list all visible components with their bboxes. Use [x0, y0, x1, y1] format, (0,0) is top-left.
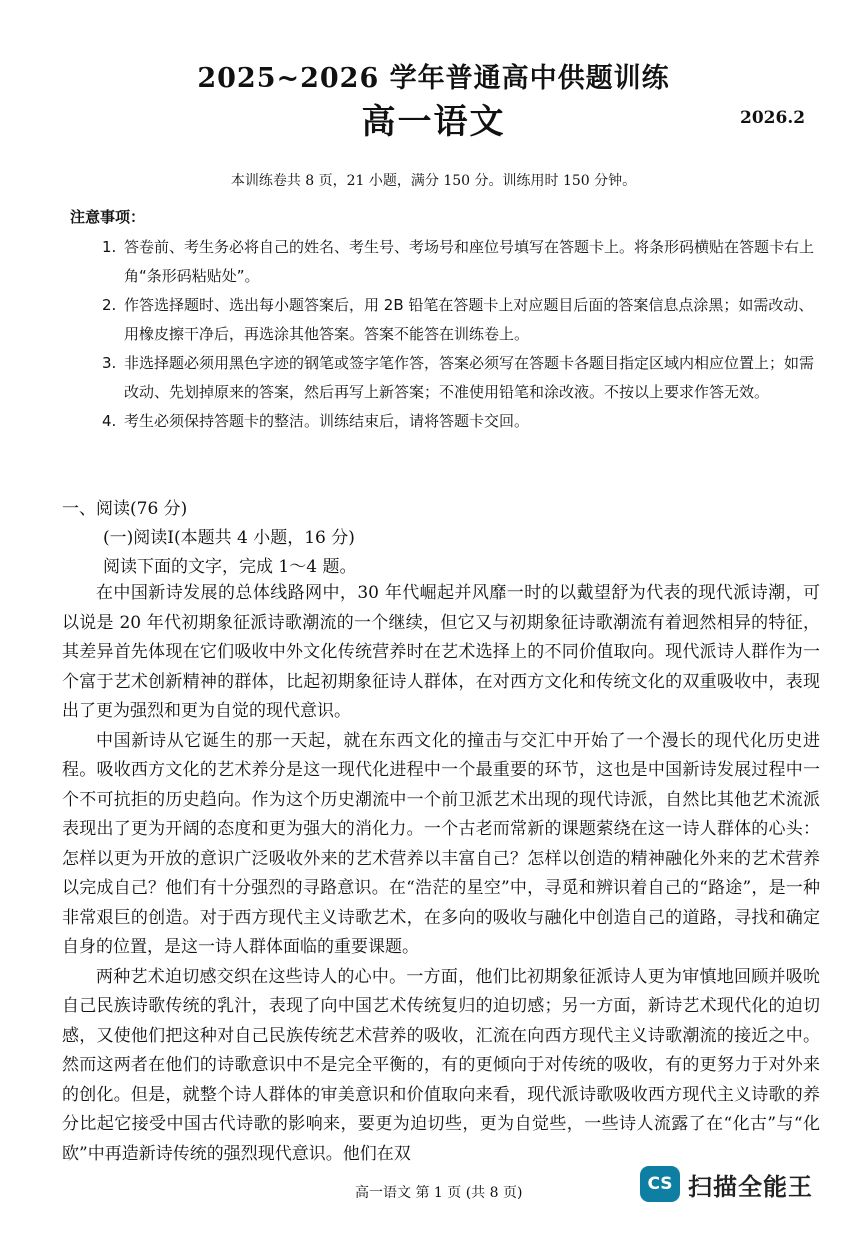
notice-item-number: 2.	[102, 296, 117, 314]
exam-title: 2025~2026 学年普通高中供题训练	[197, 63, 670, 94]
notice-item	[102, 407, 820, 436]
notice-item-text: 答卷前、考生务必将自己的姓名、考生号、考场号和座位号填写在答题卡上。将条形码横贴在答题卡右上角“条形码粘贴处”。	[124, 238, 815, 285]
notice-item-text: 非选择题必须用黑色字迹的钢笔或签字笔作答，答案必须写在答题卡各题目指定区域内相应位置上；如需改动、先划掉原来的答案，然后再写上新答案；不准使用铅笔和涂改液。不按以上要求作答无效。	[124, 354, 815, 401]
camscanner-watermark	[640, 1166, 813, 1202]
exam-date: 2026.2	[740, 108, 806, 128]
reading-instruction: 阅读下面的文字，完成 1～4 题。	[103, 557, 357, 577]
section-heading: 一、阅读(76 分)	[62, 499, 188, 519]
camscanner-logo-icon: CS	[640, 1166, 680, 1202]
notice-item-number: 1.	[102, 238, 117, 256]
notice-list	[102, 233, 820, 436]
passage-paragraph: 在中国新诗发展的总体线路网中，30 年代崛起并风靡一时的以戴望舒为代表的现代派诗潮，可以说是 20 年代初期象征派诗歌潮流的一个继续，但它又与初期象征诗歌潮流有着迥然相异的特征，其差异首先体现在它们吸收中外文化传统营养时在艺术选择上的不同价值取向。现代派诗人群作为一个富于艺术创新精神的群体，比起初期象征诗人群体，在对西方文化和传统文化的双重吸收中，表现出了更为强烈和更为自觉的现代意识。	[62, 583, 820, 721]
sub-section-heading: (一)阅读Ⅰ(本题共 4 小题，16 分)	[103, 528, 355, 548]
notice-item	[102, 291, 820, 349]
notice-item-number: 3.	[102, 354, 117, 372]
exam-info: 本训练卷共 8 页，21 小题，满分 150 分。训练用时 150 分钟。	[230, 173, 637, 189]
page-footer: 高一语文 第 1 页 (共 8 页)	[355, 1185, 523, 1201]
passage-paragraph: 两种艺术迫切感交织在这些诗人的心中。一方面，他们比初期象征派诗人更为审慎地回顾并吸吮自己民族诗歌传统的乳汁，表现了向中国艺术传统复归的迫切感；另一方面，新诗艺术现代化的迫切感，又使他们把这种对自己民族传统艺术营养的吸收，汇流在向西方现代主义诗歌潮流的接近之中。然而这两者在他们的诗歌意识中不是完全平衡的，有的更倾向于对传统的吸收，有的更努力于对外来的创化。但是，就整个诗人群体的审美意识和价值取向来看，现代派诗歌吸收西方现代主义诗歌的养分比起它接受中国古代诗歌的影响来，要更为迫切些，更为自觉些，一些诗人流露了在“化古”与“化欧”中再造新诗传统的强烈现代意识。他们在双	[62, 966, 820, 1164]
notice-title: 注意事项：	[70, 208, 146, 226]
camscanner-watermark-text: 扫描全能王	[688, 1172, 813, 1201]
notice-item	[102, 349, 820, 407]
passage-paragraph: 中国新诗从它诞生的那一天起，就在东西文化的撞击与交汇中开始了一个漫长的现代化历史进程。吸收西方文化的艺术养分是这一现代化进程中一个最重要的环节，这也是中国新诗发展过程中一个不可抗拒的历史趋向。作为这个历史潮流中一个前卫派艺术出现的现代诗派，自然比其他艺术流派表现出了更为开阔的态度和更为强大的消化力。一个古老而常新的课题萦绕在这一诗人群体的心头：怎样以更为开放的意识广泛吸收外来的艺术营养以丰富自己？怎样以创造的精神融化外来的艺术营养以完成自己？他们有十分强烈的寻路意识。在“浩茫的星空”中，寻觅和辨识着自己的“路途”，是一种非常艰巨的创造。对于西方现代主义诗歌艺术，在多向的吸收与融化中创造自己的道路，寻找和确定自身的位置，是这一诗人群体面临的重要课题。	[62, 730, 820, 957]
notice-item-text: 作答选择题时、选出每小题答案后，用 2B 铅笔在答题卡上对应题目后面的答案信息点涂黑；如需改动、用橡皮擦干净后，再选涂其他答案。答案不能答在训练卷上。	[124, 296, 814, 343]
notice-item	[102, 233, 820, 291]
reading-passage	[62, 579, 820, 1169]
notice-item-text: 考生必须保持答题卡的整洁。训练结束后，请将答题卡交回。	[124, 412, 530, 430]
notice-item-number: 4.	[102, 412, 117, 430]
subject-title: 高一语文	[361, 102, 506, 142]
